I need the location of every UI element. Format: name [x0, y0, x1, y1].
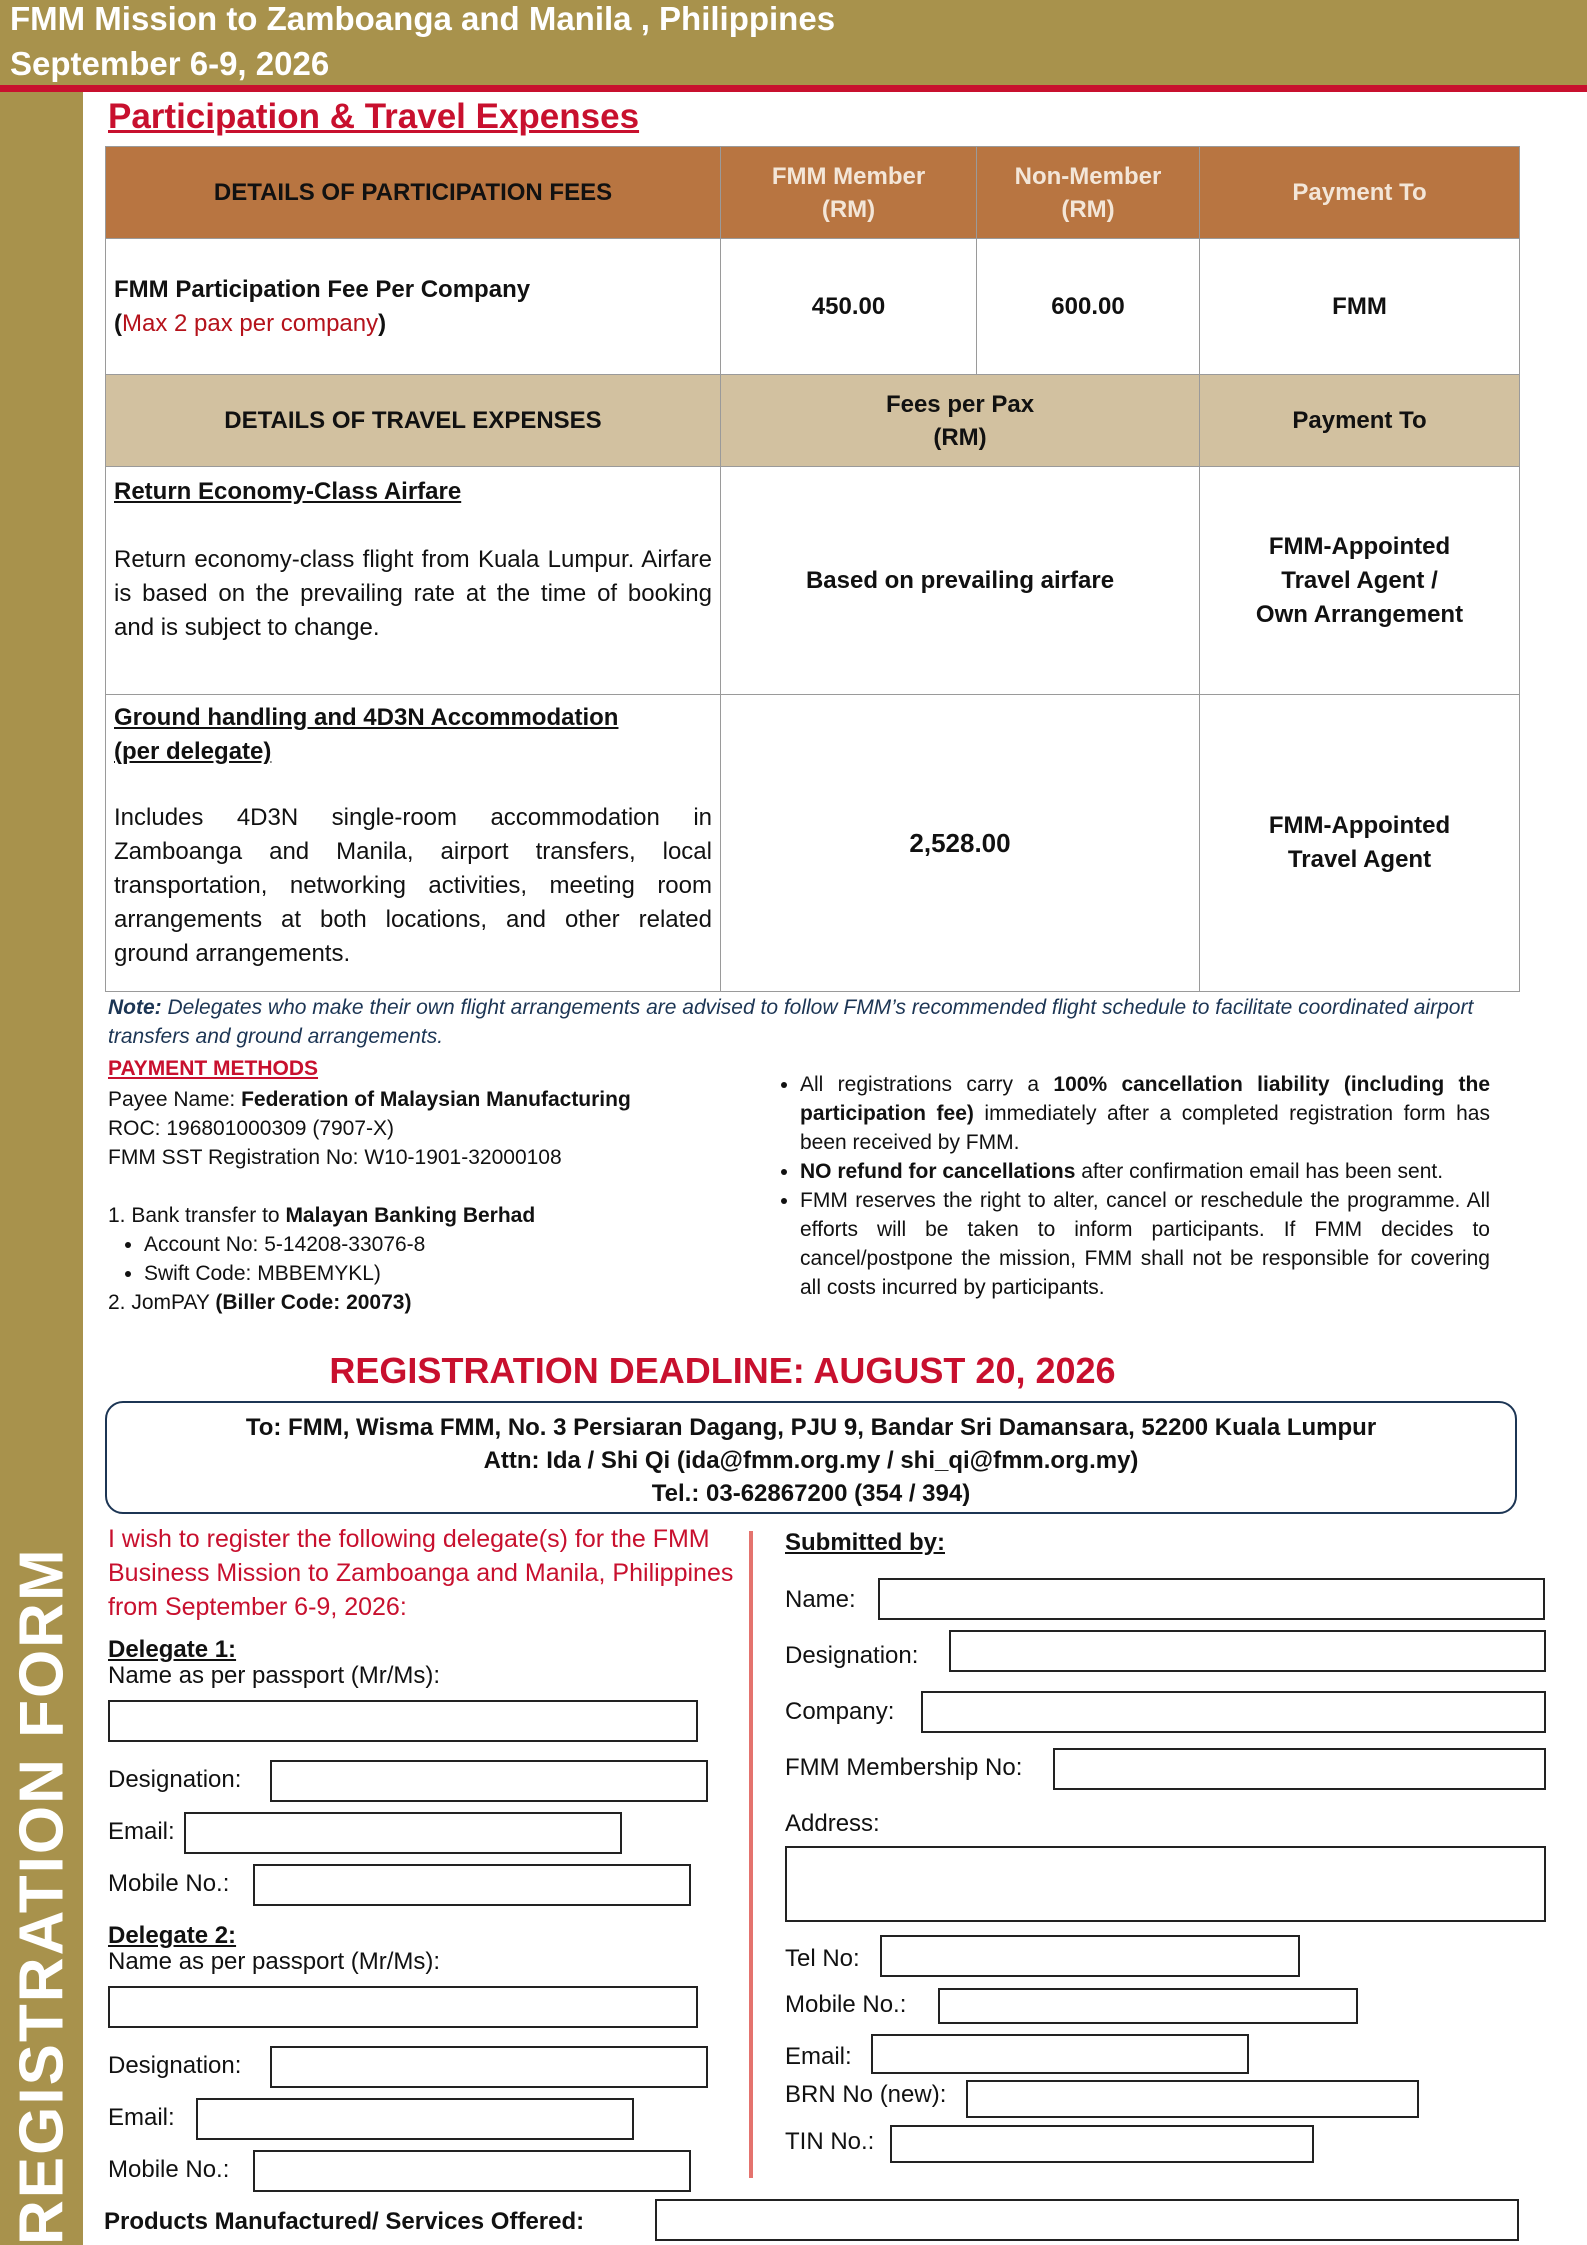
company-input[interactable] [921, 1691, 1546, 1733]
delegate1-heading: Delegate 1: [108, 1636, 237, 1663]
address-label: Address: [785, 1810, 880, 1837]
section-title: Participation & Travel Expenses [108, 97, 640, 136]
products-label: Products Manufactured/ Services Offered: [104, 2208, 585, 2235]
member-fee-value: 450.00 [721, 239, 977, 375]
delegate2-heading: Delegate 2: [108, 1922, 237, 1949]
delegate1-mobile-input[interactable] [253, 1864, 691, 1906]
submitter-name-input[interactable] [878, 1578, 1545, 1620]
tel-input[interactable] [880, 1935, 1300, 1977]
payment-to-header: Payment To [1200, 147, 1520, 239]
brn-label: BRN No (new): [785, 2081, 947, 2108]
delegate2-designation-label: Designation: [108, 2052, 242, 2079]
terms: • All registrations carry a 100% cancellation liability (including the participation fee) immediately after a completed registration form has been received by FMM. • NO refund for cancellations after confirmation email has been sent. • FMM reserves the right to alter, cancel or reschedule the programme. All efforts will be taken to inform participants. If FMM decides to cancel/postpone the mission, FMM shall not be responsible for covering all costs incurred by participants. [770, 1070, 1490, 1302]
brn-input[interactable] [966, 2080, 1419, 2118]
nonmember-fee-header: Non-Member (RM) [977, 147, 1200, 239]
delegate1-name-label: Name as per passport (Mr/Ms): [108, 1662, 441, 1689]
fees-table [105, 146, 1520, 992]
membership-input[interactable] [1053, 1748, 1546, 1790]
tin-input[interactable] [890, 2125, 1314, 2163]
delegate2-email-label: Email: [108, 2104, 175, 2131]
address-box: To: FMM, Wisma FMM, No. 3 Persiaran Dagang, PJU 9, Bandar Sri Damansara, 52200 Kuala Lumpur Attn: Ida / Shi Qi (ida@fmm.org.my / shi_qi@fmm.org.my) Tel.: 03-62867200 (354 / 394) [105, 1401, 1517, 1514]
ground-payment-to: FMM-Appointed Travel Agent [1200, 695, 1520, 992]
airfare-fee: Based on prevailing airfare [721, 467, 1200, 695]
header-title: FMM Mission to Zamboanga and Manila , Philippines [10, 0, 836, 37]
airfare-cell: Return Economy-Class Airfare Return economy-class flight from Kuala Lumpur. Airfare is based on the prevailing rate at the time of booking and is subject to change. [106, 467, 721, 695]
delegate2-email-input[interactable] [196, 2098, 634, 2140]
participation-fees-header: DETAILS OF PARTICIPATION FEES [106, 147, 721, 239]
per-pax-header: Fees per Pax (RM) [721, 375, 1200, 467]
nonmember-fee-value: 600.00 [977, 239, 1200, 375]
delegate1-mobile-label: Mobile No.: [108, 1870, 230, 1897]
form-intro: I wish to register the following delegate(s) for the FMM Business Mission to Zamboanga and Manila, Philippines from September 6-9, 2026: [108, 1525, 734, 1621]
delegate1-designation-label: Designation: [108, 1766, 242, 1793]
form-divider [749, 1531, 753, 2178]
delegate2-mobile-label: Mobile No.: [108, 2156, 230, 2183]
address-input[interactable] [785, 1846, 1546, 1922]
fee-payment-to: FMM [1200, 239, 1520, 375]
header-divider [0, 85, 1587, 92]
delegate2-name-label: Name as per passport (Mr/Ms): [108, 1948, 441, 1975]
delegate2-designation-input[interactable] [270, 2046, 708, 2088]
submitter-designation-label: Designation: [785, 1642, 919, 1669]
submitter-email-label: Email: [785, 2043, 852, 2070]
submitter-designation-input[interactable] [949, 1630, 1546, 1672]
tin-label: TIN No.: [785, 2128, 875, 2155]
delegate1-designation-input[interactable] [270, 1760, 708, 1802]
products-input[interactable] [655, 2199, 1519, 2241]
account-number: • Account No: 5-14208-33076-8 [144, 1230, 768, 1259]
travel-payment-to-header: Payment To [1200, 375, 1520, 467]
payment-methods: Payee Name: Federation of Malaysian Manufacturing ROC: 196801000309 (7907-X) FMM SST Registration No: W10-1901-32000108 1. Bank transfer to Malayan Banking Berhad • Account No: 5-14208-33076-8 • Swift Code: MBBEMYKL) 2. JomPAY (Biller Code: 20073) [108, 1085, 768, 1317]
payment-methods-heading: PAYMENT METHODS [108, 1057, 319, 1080]
participation-fee-cell: FMM Participation Fee Per Company (Max 2 pax per company) [106, 239, 721, 375]
member-fee-header: FMM Member (RM) [721, 147, 977, 239]
registration-deadline: REGISTRATION DEADLINE: AUGUST 20, 2026 [329, 1350, 1116, 1391]
submitter-mobile-label: Mobile No.: [785, 1991, 907, 2018]
submitter-mobile-input[interactable] [938, 1988, 1358, 2024]
membership-label: FMM Membership No: [785, 1754, 1023, 1781]
tel-label: Tel No: [785, 1945, 860, 1972]
company-label: Company: [785, 1698, 895, 1725]
swift-code: • Swift Code: MBBEMYKL) [144, 1259, 768, 1288]
travel-expenses-header: DETAILS OF TRAVEL EXPENSES [106, 375, 721, 467]
delegate2-mobile-input[interactable] [253, 2150, 691, 2192]
delegate1-email-label: Email: [108, 1818, 175, 1845]
delegate1-email-input[interactable] [184, 1812, 622, 1854]
submitted-by-heading: Submitted by: [785, 1529, 945, 1556]
sidebar-label: REGISTRATION FORM [7, 1547, 77, 2245]
ground-handling-cell: Ground handling and 4D3N Accommodation (per delegate) Includes 4D3N single-room accommodation in Zamboanga and Manila, airport transfers, local transportation, networking activities, meeting room arrangements at both locations, and other related ground arrangements. [106, 695, 721, 992]
delegate1-name-input[interactable] [108, 1700, 698, 1742]
header-date: September 6-9, 2026 [10, 45, 330, 82]
ground-fee: 2,528.00 [721, 695, 1200, 992]
airfare-payment-to: FMM-Appointed Travel Agent / Own Arrangement [1200, 467, 1520, 695]
delegate2-name-input[interactable] [108, 1986, 698, 2028]
note: Note: Delegates who make their own flight arrangements are advised to follow FMM’s recommended flight schedule to facilitate coordinated airport transfers and ground arrangements. [108, 996, 1474, 1048]
submitter-name-label: Name: [785, 1586, 856, 1613]
submitter-email-input[interactable] [871, 2034, 1249, 2074]
